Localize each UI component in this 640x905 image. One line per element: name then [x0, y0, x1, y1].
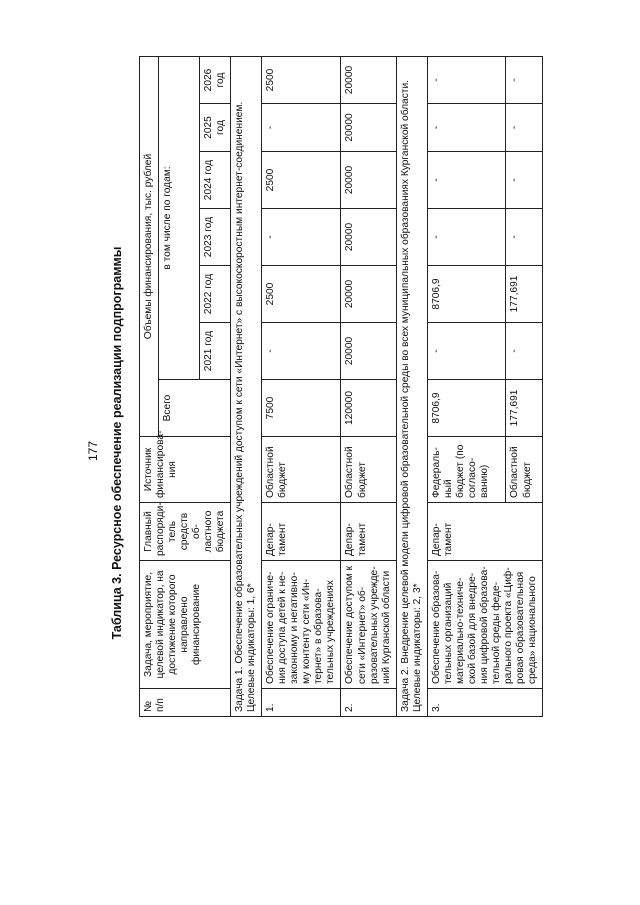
header-num: № п/п: [140, 689, 231, 717]
task-1-row: [231, 57, 262, 717]
row-year-value: 2500: [262, 266, 341, 323]
task-2-row: [396, 57, 427, 717]
page-number: 177: [86, 440, 100, 462]
rotated-table-container: [139, 57, 538, 717]
task-1-cell: [231, 57, 262, 717]
header-year: 2026 год: [200, 57, 231, 104]
row-source: Областной бюджет: [506, 437, 542, 503]
task-1-indicators: Целевые индикаторы: 1, 6*: [246, 583, 258, 712]
row-year-value: -: [427, 152, 506, 209]
row-total: 8706,9: [427, 380, 506, 437]
row-year-value: 20000: [341, 209, 396, 266]
header-manager: Главный распоряди-тель средств об-ластного бюджета: [140, 503, 231, 561]
row-year-value: -: [427, 323, 506, 380]
row-num: 1.: [262, 689, 341, 717]
row-year-value: 2500: [262, 152, 341, 209]
header-year: 2024 год: [200, 152, 231, 209]
header-total: Всего: [159, 380, 231, 437]
row-year-value: -: [506, 209, 542, 266]
row-year-value: -: [427, 209, 506, 266]
header-row-1: [140, 57, 159, 717]
row-year-value: 177,691: [506, 266, 542, 323]
row-total: 7500: [262, 380, 341, 437]
row-year-value: 20000: [341, 104, 396, 152]
row-num: 2.: [341, 689, 396, 717]
row-year-value: 8706,9: [427, 266, 506, 323]
row-name: Обеспечение ограниче-ния доступа детей к не-законному и негативно-му контенту сети «Ин-тернет» в образова-тельных учреждениях: [262, 561, 341, 689]
row-year-value: -: [262, 209, 341, 266]
row-year-value: -: [506, 57, 542, 104]
row-manager: Депар-тамент: [341, 503, 396, 561]
page-title-text: Таблица 3. Ресурсное обеспечение реализации подпрограммы: [110, 246, 124, 640]
row-year-value: -: [506, 152, 542, 209]
row-year-value: -: [427, 57, 506, 104]
header-task: Задача, мероприятие, целевой индикатор, на достижение которого направлено финансирование: [140, 561, 231, 689]
header-source: Источник финансирова-ния: [140, 437, 231, 503]
table-row: [427, 57, 506, 717]
row-manager: Депар-тамент: [427, 503, 542, 561]
header-year: 2023 год: [200, 209, 231, 266]
header-year: 2021 год: [200, 323, 231, 380]
row-year-value: -: [506, 104, 542, 152]
row-year-value: 20000: [341, 266, 396, 323]
task-2-cell: [396, 57, 427, 717]
row-total: 120000: [341, 380, 396, 437]
row-year-value: 20000: [341, 152, 396, 209]
task-2-indicators: Целевые индикаторы: 2, 3*: [411, 583, 423, 712]
header-year: 2025 год: [200, 104, 231, 152]
header-by-years: в том числе по годам:: [159, 57, 200, 380]
row-year-value: 20000: [341, 57, 396, 104]
row-year-value: -: [506, 323, 542, 380]
row-total: 177,691: [506, 380, 542, 437]
row-num: 3.: [427, 689, 542, 717]
resource-table: [139, 56, 543, 717]
row-manager: Депар-тамент: [262, 503, 341, 561]
row-name: Обеспечение доступом к сети «Интернет» об-разовательных учрежде-ний Курганской области: [341, 561, 396, 689]
row-year-value: -: [262, 323, 341, 380]
table-row: [262, 57, 341, 717]
row-year-value: 20000: [341, 323, 396, 380]
task-1-title: Задача 1. Обеспечение образовательных учреждений доступом к сети «Интернет» с высокоскоростным интернет-соединением.: [234, 101, 246, 712]
row-source: Областной бюджет: [262, 437, 341, 503]
row-year-value: -: [427, 104, 506, 152]
row-source: Областной бюджет: [341, 437, 396, 503]
table-row: [341, 57, 396, 717]
row-year-value: 2500: [262, 57, 341, 104]
task-2-title: Задача 2. Внедрение целевой модели цифровой образовательной среды во всех муниципальных образованиях Курганской области.: [399, 80, 411, 712]
row-year-value: -: [262, 104, 341, 152]
row-source: Федераль-ный бюджет (по согласо-ванию): [427, 437, 506, 503]
row-name: Обеспечение образова-тельных организаций материально-техниче-ской базой для внедре-ния цифровой образова-тельной среды феде-рального проекта «Циф-ровая образовательная среда» национального: [427, 561, 542, 689]
header-year: 2022 год: [200, 266, 231, 323]
header-volumes: Объемы финансирования, тыс. рублей: [140, 57, 159, 437]
